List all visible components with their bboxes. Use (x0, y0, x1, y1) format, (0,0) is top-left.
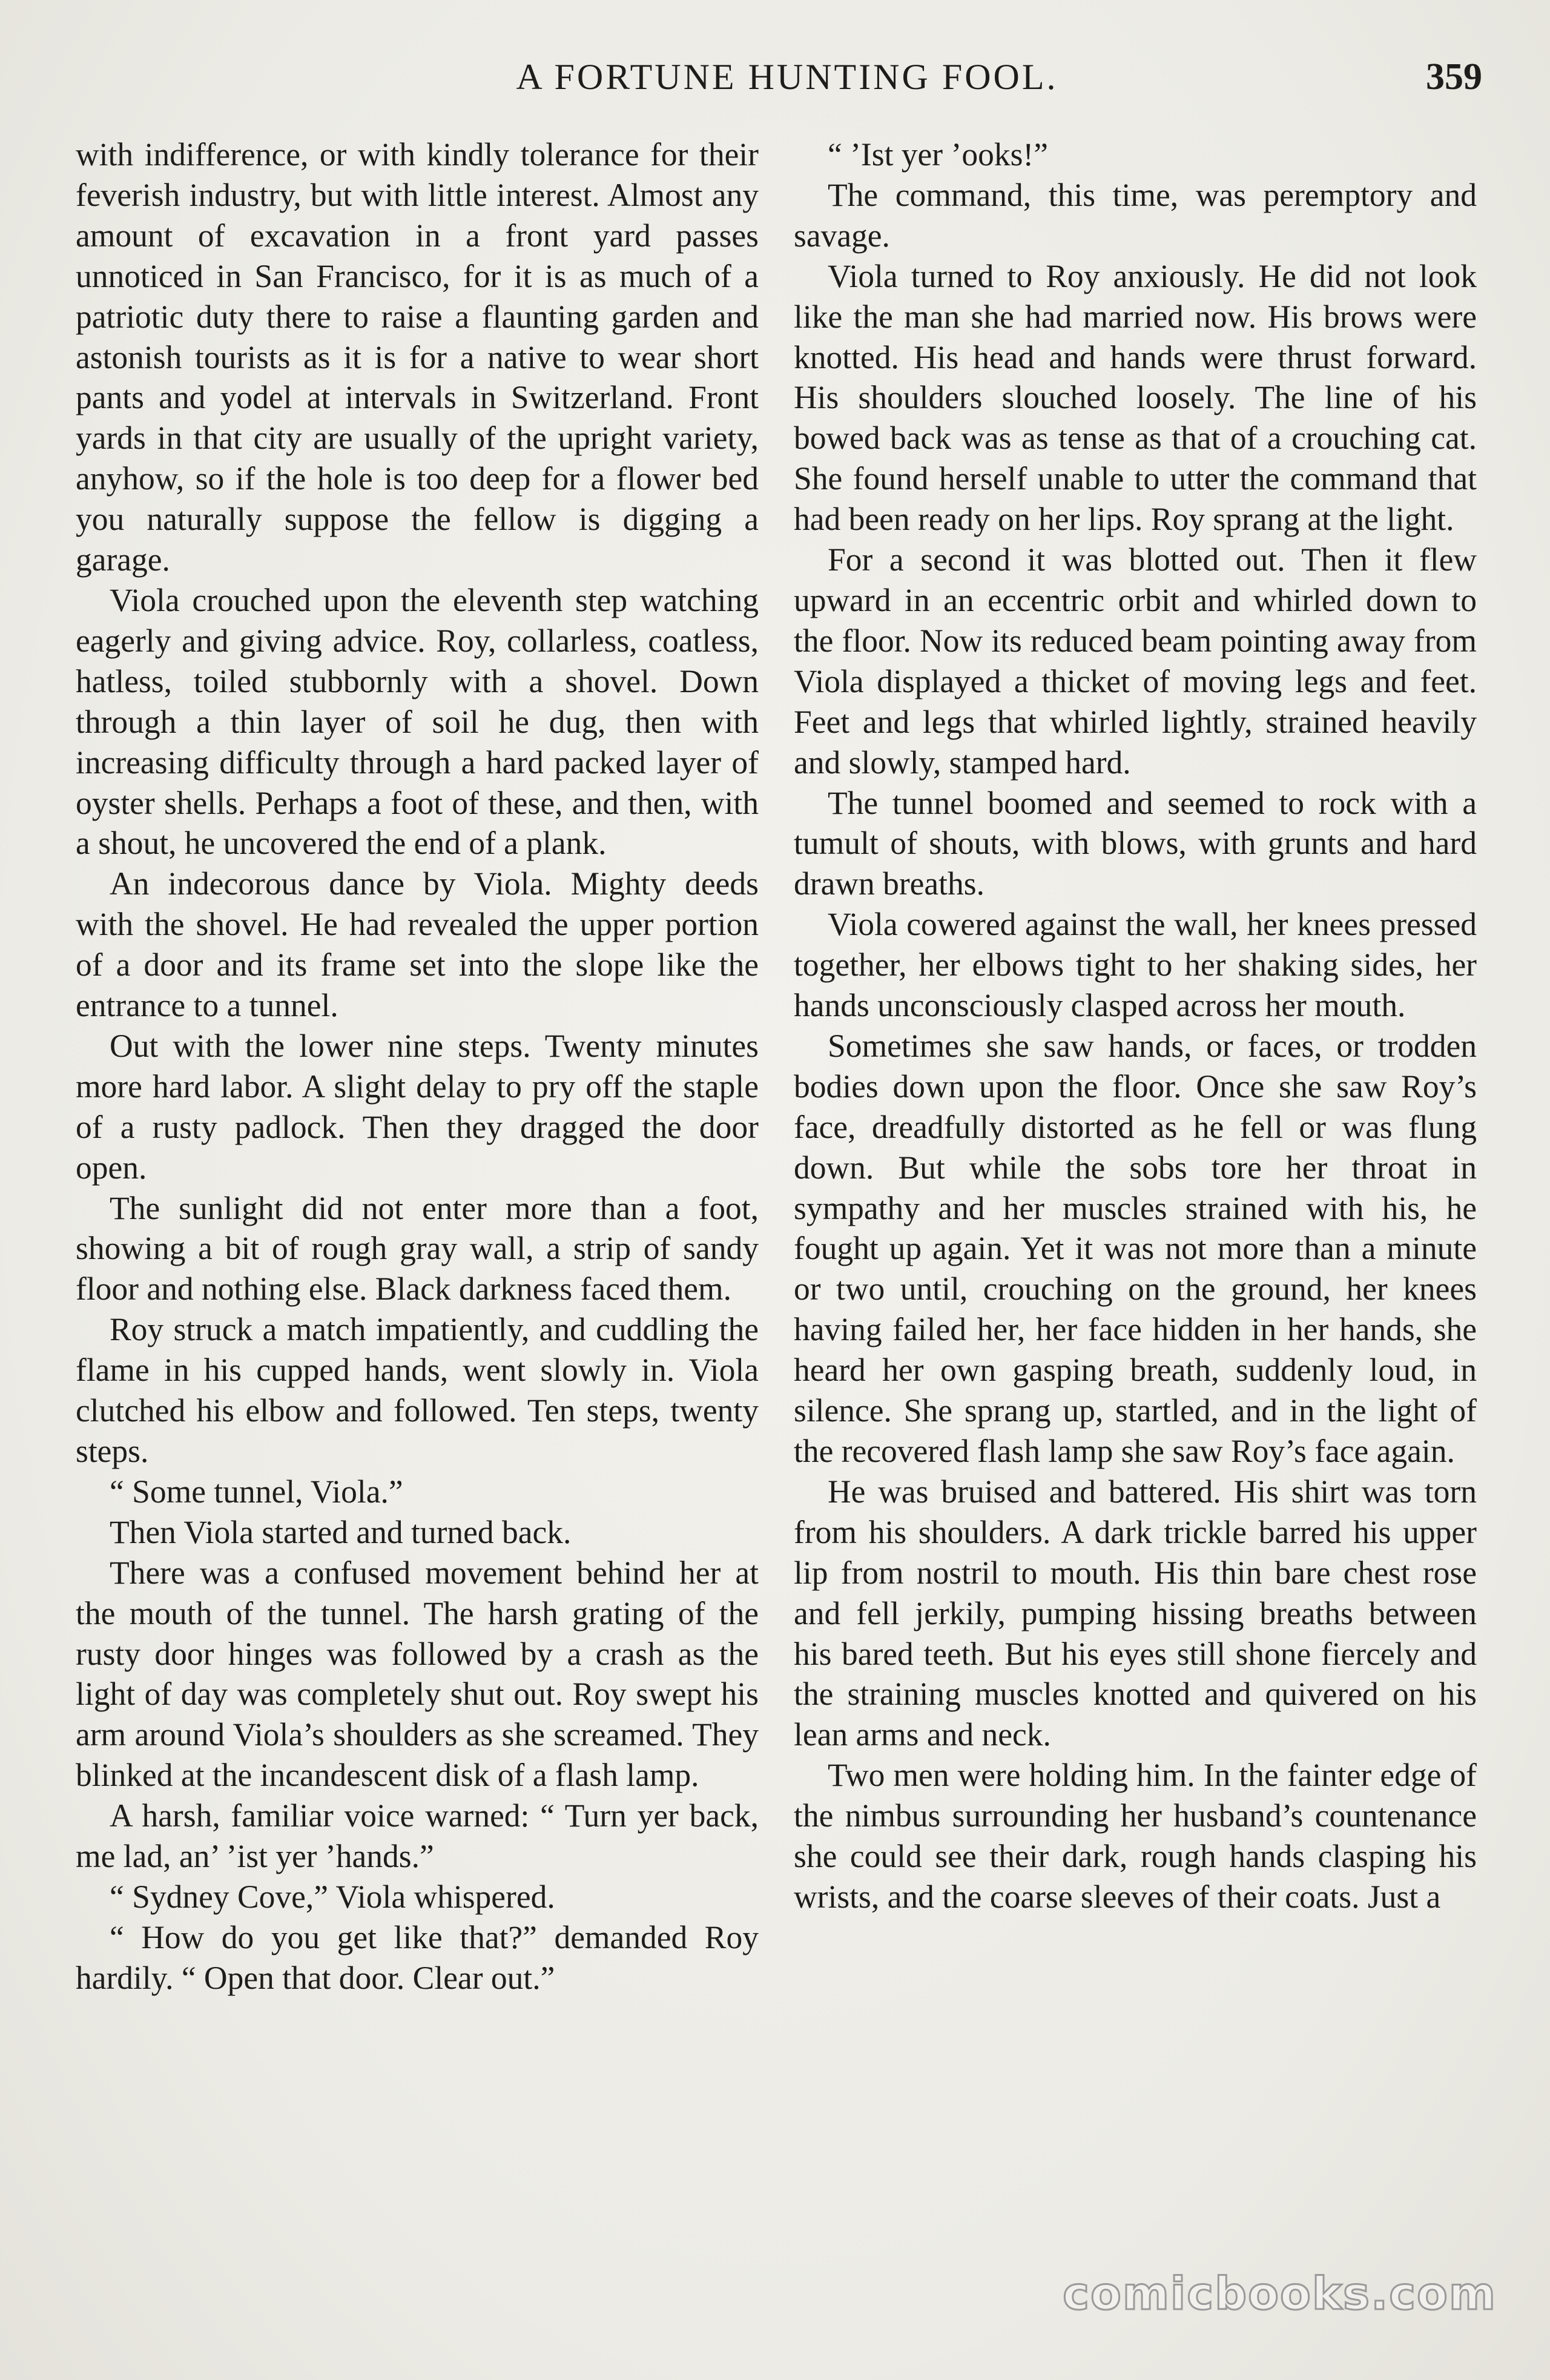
page-header (0, 50, 1550, 104)
paragraph: Roy struck a match impatiently, and cuddling the flame in his cupped hands, went slowly in. Viola clutched his elbow and followed. Ten steps, twenty steps. (76, 1311, 759, 1469)
paragraph: He was bruised and battered. His shirt was torn from his shoulders. A dark trickle barred his upper lip from nostril to mouth. His thin bare chest rose and fell jerkily, pumping hissing breaths between his bared teeth. But his eyes still shone fiercely and the straining muscles knotted and quivered on his lean arms and neck. (794, 1473, 1477, 1753)
paragraph: Sometimes she saw hands, or faces, or trodden bodies down upon the floor. Once she saw Roy’s face, dreadfully distorted as he fell or was flung down. But while the sobs tore her throat in sympathy and her muscles strained with his, he fought up again. Yet it was not more than a minute or two until, crouching on the ground, her knees having failed her, her face hidden in her hands, she heard her own gasping breath, suddenly loud, in silence. She sprang up, startled, and in the light of the recovered flash lamp she saw Roy’s face again. (794, 1027, 1477, 1469)
paragraph: For a second it was blotted out. Then it flew upward in an eccentric orbit and whirled down to the floor. Now its reduced beam pointing away from Viola displayed a thicket of moving legs and feet. Feet and legs that whirled lightly, strained heavily and slowly, stamped hard. (794, 541, 1477, 781)
paragraph: The command, this time, was peremptory and savage. (794, 176, 1477, 254)
paragraph: An indecorous dance by Viola. Mighty deeds with the shovel. He had revealed the upper portion of a door and its frame set into the slope like the entrance to a tunnel. (76, 865, 759, 1024)
paragraph: “ Sydney Cove,” Viola whispered. (110, 1878, 555, 1915)
paragraph: Viola cowered against the wall, her knees pressed together, her elbows tight to her shaking sides, her hands unconsciously clasped across her mouth. (794, 906, 1477, 1024)
paragraph: Then Viola started and turned back. (110, 1513, 572, 1550)
page-number: 359 (1426, 56, 1482, 98)
paragraph: Two men were holding him. In the fainter edge of the nimbus surrounding her husband’s countenance she could see their dark, rough hands clasping his wrists, and the coarse sleeves of their coats. Just a (794, 1757, 1477, 1915)
paragraph: “ Some tunnel, Viola.” (110, 1473, 403, 1510)
running-title: A FORTUNE HUNTING FOOL. (516, 57, 1058, 97)
paragraph: Out with the lower nine steps. Twenty minutes more hard labor. A slight delay to pry off the staple of a rusty padlock. Then they dragged the door open. (76, 1027, 759, 1186)
left-column (76, 134, 759, 1998)
paragraph: with indifference, or with kindly tolerance for their feverish industry, but with little interest. Almost any amount of excavation in a front yard passes unnoticed in San Francisco, for it is as much of a patriotic duty there to raise a flaunting garden and astonish tourists as it is for a native to wear short pants and yodel at intervals in Switzerland. Front yards in that city are usually of the upright variety, anyhow, so if the hole is too deep for a flower bed you naturally suppose the fellow is digging a garage. (76, 136, 759, 578)
paragraph: A harsh, familiar voice warned: “ Turn yer back, me lad, an’ ’ist yer ’hands.” (76, 1797, 759, 1875)
paragraph: Viola crouched upon the eleventh step watching eagerly and giving advice. Roy, collarless, coatless, hatless, toiled stubbornly with a shovel. Down through a thin layer of soil he dug, then with increasing difficulty through a hard packed layer of oyster shells. Perhaps a foot of these, and then, with a shout, he uncovered the end of a plank. (76, 581, 759, 862)
paragraph: Viola turned to Roy anxiously. He did not look like the man she had married now. His brows were knotted. His head and hands were thrust forward. His shoulders slouched loosely. The line of his bowed back was as tense as that of a crouching cat. She found herself unable to utter the command that had been ready on her lips. Roy sprang at the light. (794, 257, 1477, 538)
watermark: comicbooks.com (1063, 2268, 1497, 2320)
right-column (794, 134, 1477, 1917)
paragraph: “ ’Ist yer ’ooks!” (828, 136, 1048, 173)
paragraph: “ How do you get like that?” demanded Roy hardily. “ Open that door. Clear out.” (76, 1919, 759, 1996)
paragraph: There was a confused movement behind her at the mouth of the tunnel. The harsh grating of the rusty door hinges was followed by a crash as the light of day was completely shut out. Roy swept his arm around Viola’s shoulders as she screamed. They blinked at the incandescent disk of a flash lamp. (76, 1554, 759, 1794)
paragraph: The tunnel boomed and seemed to rock with a tumult of shouts, with blows, with grunts and hard drawn breaths. (794, 784, 1477, 902)
paragraph: The sunlight did not enter more than a foot, showing a bit of rough gray wall, a strip of sandy floor and nothing else. Black darkness faced them. (76, 1189, 759, 1307)
